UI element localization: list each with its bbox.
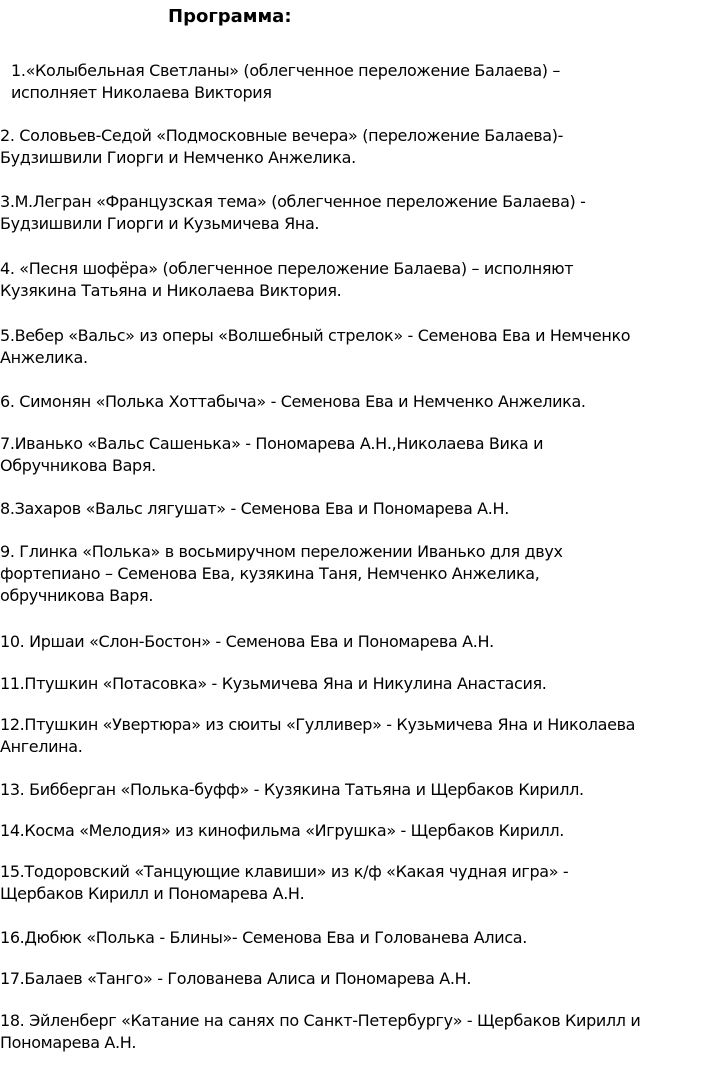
program-item-17 bbox=[0, 968, 700, 990]
program-item-line: 3.М.Легран «Французская тема» (облегченное переложение Балаева) - bbox=[0, 192, 586, 211]
program-item-line: обручникова Варя. bbox=[0, 586, 154, 605]
program-item-2 bbox=[0, 125, 700, 169]
program-item-line: 13. Бибберган «Полька-буфф» - Кузякина Татьяна и Щербаков Кирилл. bbox=[0, 780, 584, 799]
program-item-line: Будзишвили Гиорги и Немченко Анжелика. bbox=[0, 148, 356, 167]
program-item-line: исполняет Николаева Виктория bbox=[11, 83, 272, 102]
program-item-line: 10. Иршаи «Слон-Бостон» - Семенова Ева и Пономарева А.Н. bbox=[0, 632, 494, 651]
program-item-5 bbox=[0, 325, 700, 369]
program-item-line: Анжелика. bbox=[0, 348, 88, 367]
program-item-line: Щербаков Кирилл и Пономарева А.Н. bbox=[0, 884, 305, 903]
program-item-line: 9. Глинка «Полька» в восьмиручном переложении Иванько для двух bbox=[0, 542, 563, 561]
program-item-line: фортепиано – Семенова Ева, кузякина Таня, Немченко Анжелика, bbox=[0, 564, 540, 583]
program-item-11 bbox=[0, 673, 700, 695]
program-item-16 bbox=[0, 927, 700, 949]
program-item-10 bbox=[0, 631, 700, 653]
program-item-line: 12.Птушкин «Увертюра» из сюиты «Гулливер» - Кузьмичева Яна и Николаева bbox=[0, 715, 636, 734]
program-item-1 bbox=[11, 60, 704, 104]
program-item-line: 2. Соловьев-Седой «Подмосковные вечера» (переложение Балаева)- bbox=[0, 126, 564, 145]
program-item-line: 7.Иванько «Вальс Сашенька» - Пономарева А.Н.,Николаева Вика и bbox=[0, 434, 544, 453]
program-item-line: Обручникова Варя. bbox=[0, 456, 156, 475]
program-item-line: 6. Симонян «Полька Хоттабыча» - Семенова Ева и Немченко Анжелика. bbox=[0, 392, 586, 411]
program-item-6 bbox=[0, 391, 700, 413]
program-item-18 bbox=[0, 1010, 700, 1054]
program-item-line: Ангелина. bbox=[0, 737, 83, 756]
program-item-line: Кузякина Татьяна и Николаева Виктория. bbox=[0, 281, 342, 300]
program-item-8 bbox=[0, 498, 700, 520]
program-item-line: 4. «Песня шофёра» (облегченное переложение Балаева) – исполняют bbox=[0, 259, 574, 278]
program-item-line: Будзишвили Гиорги и Кузьмичева Яна. bbox=[0, 214, 320, 233]
program-item-line: 1.«Колыбельная Светланы» (облегченное переложение Балаева) – bbox=[11, 61, 561, 80]
program-item-line: 16.Дюбюк «Полька - Блины»- Семенова Ева и Голованева Алиса. bbox=[0, 928, 527, 947]
program-item-14 bbox=[0, 820, 700, 842]
program-item-9 bbox=[0, 541, 700, 607]
program-item-4 bbox=[0, 258, 700, 302]
program-title: Программа: bbox=[168, 6, 292, 27]
program-item-line: 5.Вебер «Вальс» из оперы «Волшебный стрелок» - Семенова Ева и Немченко bbox=[0, 326, 631, 345]
program-item-line: 18. Эйленберг «Катание на санях по Санкт-Петербургу» - Щербаков Кирилл и bbox=[0, 1011, 641, 1030]
program-item-line: 15.Тодоровский «Танцующие клавиши» из к/ф «Какая чудная игра» - bbox=[0, 862, 569, 881]
program-item-line: 14.Косма «Мелодия» из кинофильма «Игрушка» - Щербаков Кирилл. bbox=[0, 821, 565, 840]
program-item-15 bbox=[0, 861, 700, 905]
program-item-3 bbox=[0, 191, 700, 235]
program-item-7 bbox=[0, 433, 700, 477]
program-item-13 bbox=[0, 779, 700, 801]
program-item-line: Пономарева А.Н. bbox=[0, 1033, 137, 1052]
program-item-12 bbox=[0, 714, 700, 758]
program-item-line: 17.Балаев «Танго» - Голованева Алиса и Пономарева А.Н. bbox=[0, 969, 472, 988]
program-item-line: 8.Захаров «Вальс лягушат» - Семенова Ева и Пономарева А.Н. bbox=[0, 499, 509, 518]
program-item-line: 11.Птушкин «Потасовка» - Кузьмичева Яна и Никулина Анастасия. bbox=[0, 674, 547, 693]
